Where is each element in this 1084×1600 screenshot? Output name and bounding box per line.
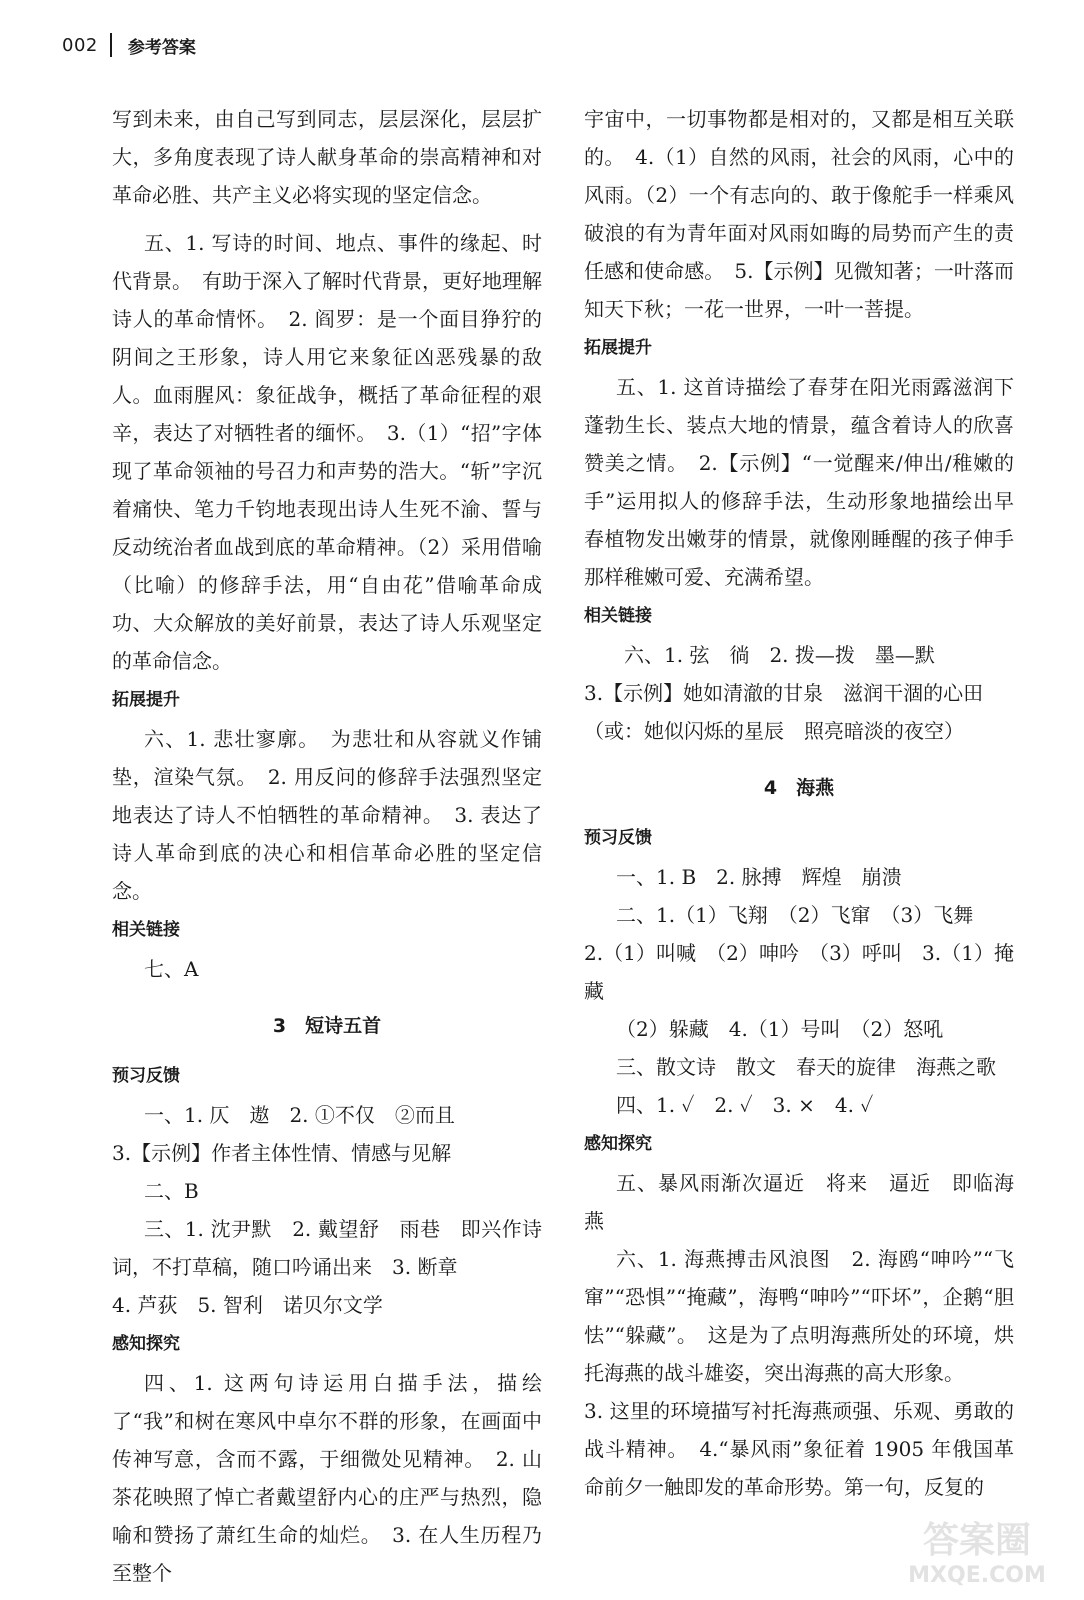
answer-paragraph: 六、1. 悲壮寥廓。 为悲壮和从容就义作铺垫，渲染气氛。 2. 用反问的修辞手法强烈坚定地表达了诗人不怕牺牲的革命精神。 3. 表达了诗人革命到底的决心和相信革命必胜的坚定信念。 [112,727,542,903]
answer-paragraph: 六、1. 海燕搏击风浪图 2. 海鸥“呻吟”“飞窜”“恐惧”“掩藏”，海鸭“呻吟”“吓坏”，企鹅“胆怯”“躲藏”。 这是为了点明海燕所处的环境，烘托海燕的战斗雄姿，突出海燕的高大形象。 [584,1247,1014,1385]
answer-paragraph: 四、1. 这两句诗运用白描手法，描绘了“我”和树在寒风中卓尔不群的形象，在画面中传神写意，含而不露，于细微处见精神。 2. 山茶花映照了悼亡者戴望舒内心的庄严与热烈，隐喻和赞扬了萧红生命的灿烂。 3. 在人生历程乃至整个 [112,1371,542,1585]
answer-paragraph: 二、B [144,1179,199,1203]
section-heading-ganzhi: 感知探究 [584,1134,652,1154]
answer-paragraph: 六、1. 弦 徜 2. 拨—拨 墨—默 [624,643,935,667]
section-heading-tuozhan: 拓展提升 [112,690,180,710]
answer-paragraph: 宇宙中，一切事物都是相对的，又都是相互关联的。 4.（1）自然的风雨，社会的风雨，心中的风雨。（2）一个有志向的、敢于像舵手一样乘风破浪的有为青年面对风雨如晦的局势而产生的责任感和使命感。 5.【示例】见微知著；一叶落而知天下秋；一花一世界，一叶一菩提。 [584,107,1014,321]
right-column [584,100,1014,1506]
page-number: 002 [62,34,98,56]
answer-paragraph: 2.（1）叫喊 （2）呻吟 （3）呼叫 3.（1）掩藏 [584,941,1014,1003]
watermark-line2: MXQE.COM [908,1563,1046,1588]
answer-paragraph: （2）躲藏 4.（1）号叫 （2）怒吼 [616,1017,944,1041]
answer-paragraph: 四、1. ✓ 2. ✓ 3. × 4. ✓ [616,1093,874,1117]
section-heading-yuxi: 预习反馈 [112,1066,180,1086]
answer-paragraph: （或：她似闪烁的星辰 照亮暗淡的夜空） [584,719,964,743]
watermark-logo [892,1512,1062,1590]
section-heading-yuxi: 预习反馈 [584,828,652,848]
lesson-title-4: 4 海燕 [763,777,835,799]
answer-paragraph: 3.【示例】她如清澈的甘泉 滋润干涸的心田 [584,681,984,705]
lesson-title-3: 3 短诗五首 [272,1015,382,1037]
answer-paragraph: 三、1. 沈尹默 2. 戴望舒 雨巷 即兴作诗词，不打草稿，随口吟诵出来 3. 断章 [112,1217,542,1279]
section-heading-tuozhan: 拓展提升 [584,338,652,358]
header-title: 参考答案 [127,37,196,58]
section-heading-xiangguan: 相关链接 [584,606,652,626]
answer-paragraph: 五、暴风雨渐次逼近 将来 逼近 即临海燕 [584,1171,1014,1233]
section-heading-xiangguan: 相关链接 [112,920,180,940]
answer-paragraph: 五、1. 这首诗描绘了春芽在阳光雨露滋润下蓬勃生长、装点大地的情景，蕴含着诗人的欣喜赞美之情。 2.【示例】“一觉醒来/伸出/稚嫩的手”运用拟人的修辞手法，生动形象地描绘出早春植物发出嫩芽的情景，就像刚睡醒的孩子伸手那样稚嫩可爱、充满希望。 [584,375,1014,589]
answer-paragraph: 一、1. B 2. 脉搏 辉煌 崩溃 [616,865,902,889]
answer-paragraph: 三、散文诗 散文 春天的旋律 海燕之歌 [616,1055,996,1079]
answer-paragraph: 一、1. 仄 遨 2. ①不仅 ②而且 [144,1103,455,1127]
watermark-line1: 答案圈 [922,1520,1032,1561]
header-divider [110,33,112,57]
section-heading-ganzhi: 感知探究 [112,1334,180,1354]
left-column [112,100,542,1592]
answer-paragraph: 写到未来，由自己写到同志，层层深化，层层扩大，多角度表现了诗人献身革命的崇高精神和对革命必胜、共产主义必将实现的坚定信念。 [112,107,542,207]
answer-paragraph: 五、1. 写诗的时间、地点、事件的缘起、时代背景。 有助于深入了解时代背景，更好地理解诗人的革命情怀。 2. 阎罗：是一个面目狰狞的阴间之王形象，诗人用它来象征凶恶残暴的敌人。血雨腥风：象征战争，概括了革命征程的艰辛，表达了对牺牲者的缅怀。 3.（1）“招”字体现了革命领袖的号召力和声势的浩大。“斩”字沉着痛快、笔力千钧地表现出诗人生死不渝、誓与反动统治者血战到底的革命精神。（2）采用借喻（比喻）的修辞手法，用“自由花”借喻革命成功、大众解放的美好前景，表达了诗人乐观坚定的革命信念。 [112,231,542,673]
answer-paragraph: 3.【示例】作者主体性情、情感与见解 [112,1141,452,1165]
answer-paragraph: 七、A [144,957,199,981]
page-header [62,28,196,62]
answer-paragraph: 二、1.（1）飞翔 （2）飞窜 （3）飞舞 [616,903,974,927]
answer-paragraph: 3. 这里的环境描写衬托海燕顽强、乐观、勇敢的战斗精神。 4.“暴风雨”象征着 1905 年俄国革命前夕一触即发的革命形势。第一句，反复的 [584,1399,1014,1499]
answer-paragraph: 4. 芦荻 5. 智利 诺贝尔文学 [112,1293,383,1317]
